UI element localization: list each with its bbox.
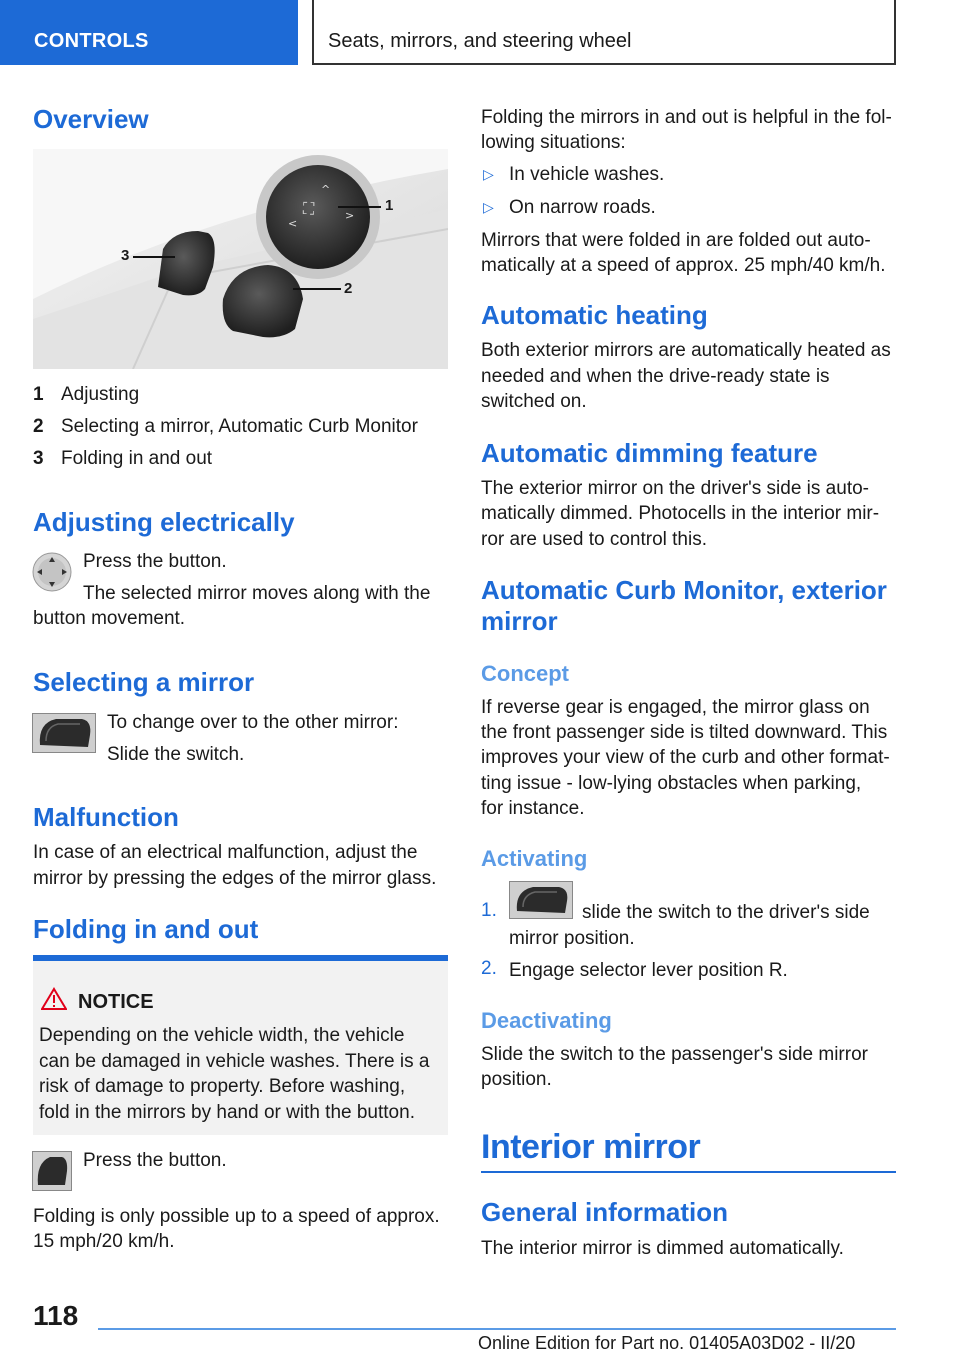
callout-num: 3: [33, 448, 44, 469]
deactivating-line: Slide the switch to the passenger's side mirror: [481, 1044, 868, 1065]
heating-title: Automatic heating: [481, 300, 708, 330]
concept-line: the front passenger side is tilted downward. This: [481, 722, 888, 743]
intro-line2: lowing situations:: [481, 132, 626, 153]
dimming-line: ror are used to control this.: [481, 529, 707, 550]
general-info-line: The interior mirror is dimmed automatically.: [481, 1238, 844, 1259]
adjusting-line1: Press the button.: [83, 551, 227, 572]
notice-line: fold in the mirrors by hand or with the button.: [39, 1101, 415, 1123]
notice-title: NOTICE: [78, 991, 154, 1013]
dimming-line: The exterior mirror on the driver's side is auto‐: [481, 478, 869, 499]
callout-num: 2: [33, 416, 44, 437]
concept-line: improves your view of the curb and other format‐: [481, 747, 890, 768]
svg-text:>: >: [345, 209, 355, 222]
auto-fold-line1: Mirrors that were folded in are folded out auto‐: [481, 230, 871, 251]
general-info-title: General information: [481, 1197, 729, 1227]
bullet-item: In vehicle washes.: [509, 164, 665, 185]
curb-monitor-title: Automatic Curb Monitor, exterior: [481, 575, 887, 605]
chapter-tab: [312, 0, 896, 65]
auto-fold-line2: matically at a speed of approx. 25 mph/40 km/h.: [481, 255, 886, 276]
step-number: 1.: [481, 900, 497, 921]
overview-title: Overview: [33, 104, 149, 134]
section-label: CONTROLS: [34, 30, 149, 52]
folding-title: Folding in and out: [33, 914, 259, 944]
photo-label-1: 1: [385, 197, 394, 214]
notice-body: [39, 1023, 439, 1125]
section-rule: [481, 1171, 896, 1173]
notice-line: Depending on the vehicle width, the vehicle: [39, 1025, 405, 1046]
bullet-triangle-icon: ▷: [483, 166, 494, 182]
malfunction-title: Malfunction: [33, 802, 179, 832]
dimming-line: matically dimmed. Photocells in the interior mir‐: [481, 503, 880, 524]
concept-line: for instance.: [481, 798, 585, 819]
callout-text: Folding in and out: [61, 448, 213, 469]
malfunction-line1: In case of an electrical malfunction, adjust the: [33, 842, 418, 863]
intro-line1: Folding the mirrors in and out is helpful in the fol‐: [481, 107, 892, 128]
deactivating-line: position.: [481, 1069, 552, 1090]
svg-text:^: ^: [321, 183, 331, 196]
adjusting-title: Adjusting electrically: [33, 507, 295, 537]
concept-line: ting issue - low-lying obstacles when parking,: [481, 773, 862, 794]
curb-monitor-title-cont: mirror: [481, 606, 558, 636]
callout-num: 1: [33, 384, 44, 405]
callout-text: Selecting a mirror, Automatic Curb Monitor: [61, 416, 418, 437]
heating-line: switched on.: [481, 391, 587, 412]
step-line: mirror position.: [509, 928, 635, 949]
folding-line2: 15 mph/20 km/h.: [33, 1231, 175, 1252]
folding-line1: Folding is only possible up to a speed of approx.: [33, 1206, 440, 1227]
step-number: 2.: [481, 958, 497, 979]
section-tab: [0, 0, 298, 65]
adjusting-line2: The selected mirror moves along with the: [83, 583, 431, 604]
step-line: slide the switch to the driver's side: [582, 902, 870, 923]
page-number: 118: [33, 1300, 79, 1331]
concept-line: If reverse gear is engaged, the mirror glass on: [481, 697, 870, 718]
dimming-title: Automatic dimming feature: [481, 438, 818, 468]
notice-line: risk of damage to property. Before washing,: [39, 1076, 406, 1097]
photo-label-2: 2: [344, 280, 353, 297]
svg-text:<: <: [288, 217, 298, 230]
mirror-controls-photo: [33, 149, 448, 369]
footer-rule: [98, 1328, 896, 1330]
mirror-adjust-icon: [32, 552, 72, 597]
callout-text: Adjusting: [61, 384, 140, 405]
heating-line: Both exterior mirrors are automatically heated as: [481, 340, 891, 361]
fold-button-icon: [32, 1151, 72, 1196]
selecting-line1: To change over to the other mirror:: [107, 712, 399, 733]
edition-text: Online Edition for Part no. 01405A03D02 - II/20: [478, 1333, 856, 1353]
mirror-switch-icon: [32, 713, 96, 758]
press-button-text: Press the button.: [83, 1150, 227, 1171]
bullet-item: On narrow roads.: [509, 197, 656, 218]
svg-text:⛶: ⛶: [303, 199, 315, 218]
malfunction-line2: mirror by pressing the edges of the mirror glass.: [33, 868, 437, 889]
selecting-line2: Slide the switch.: [107, 744, 245, 765]
concept-title: Concept: [481, 661, 569, 686]
photo-label-3: 3: [121, 247, 130, 264]
heating-line: needed and when the drive-ready state is: [481, 366, 830, 387]
adjusting-line3: button movement.: [33, 608, 186, 629]
notice-line: can be damaged in vehicle washes. There is a: [39, 1050, 430, 1072]
chapter-label: Seats, mirrors, and steering wheel: [328, 30, 632, 52]
notice-box: [33, 955, 448, 1135]
interior-mirror-title: Interior mirror: [481, 1128, 701, 1166]
activating-title: Activating: [481, 846, 588, 871]
bullet-triangle-icon: ▷: [483, 199, 494, 215]
step-line: Engage selector lever position R.: [509, 960, 788, 981]
mirror-switch-icon: [509, 881, 573, 924]
deactivating-title: Deactivating: [481, 1008, 612, 1033]
selecting-title: Selecting a mirror: [33, 667, 255, 697]
warning-icon: [41, 987, 67, 1016]
